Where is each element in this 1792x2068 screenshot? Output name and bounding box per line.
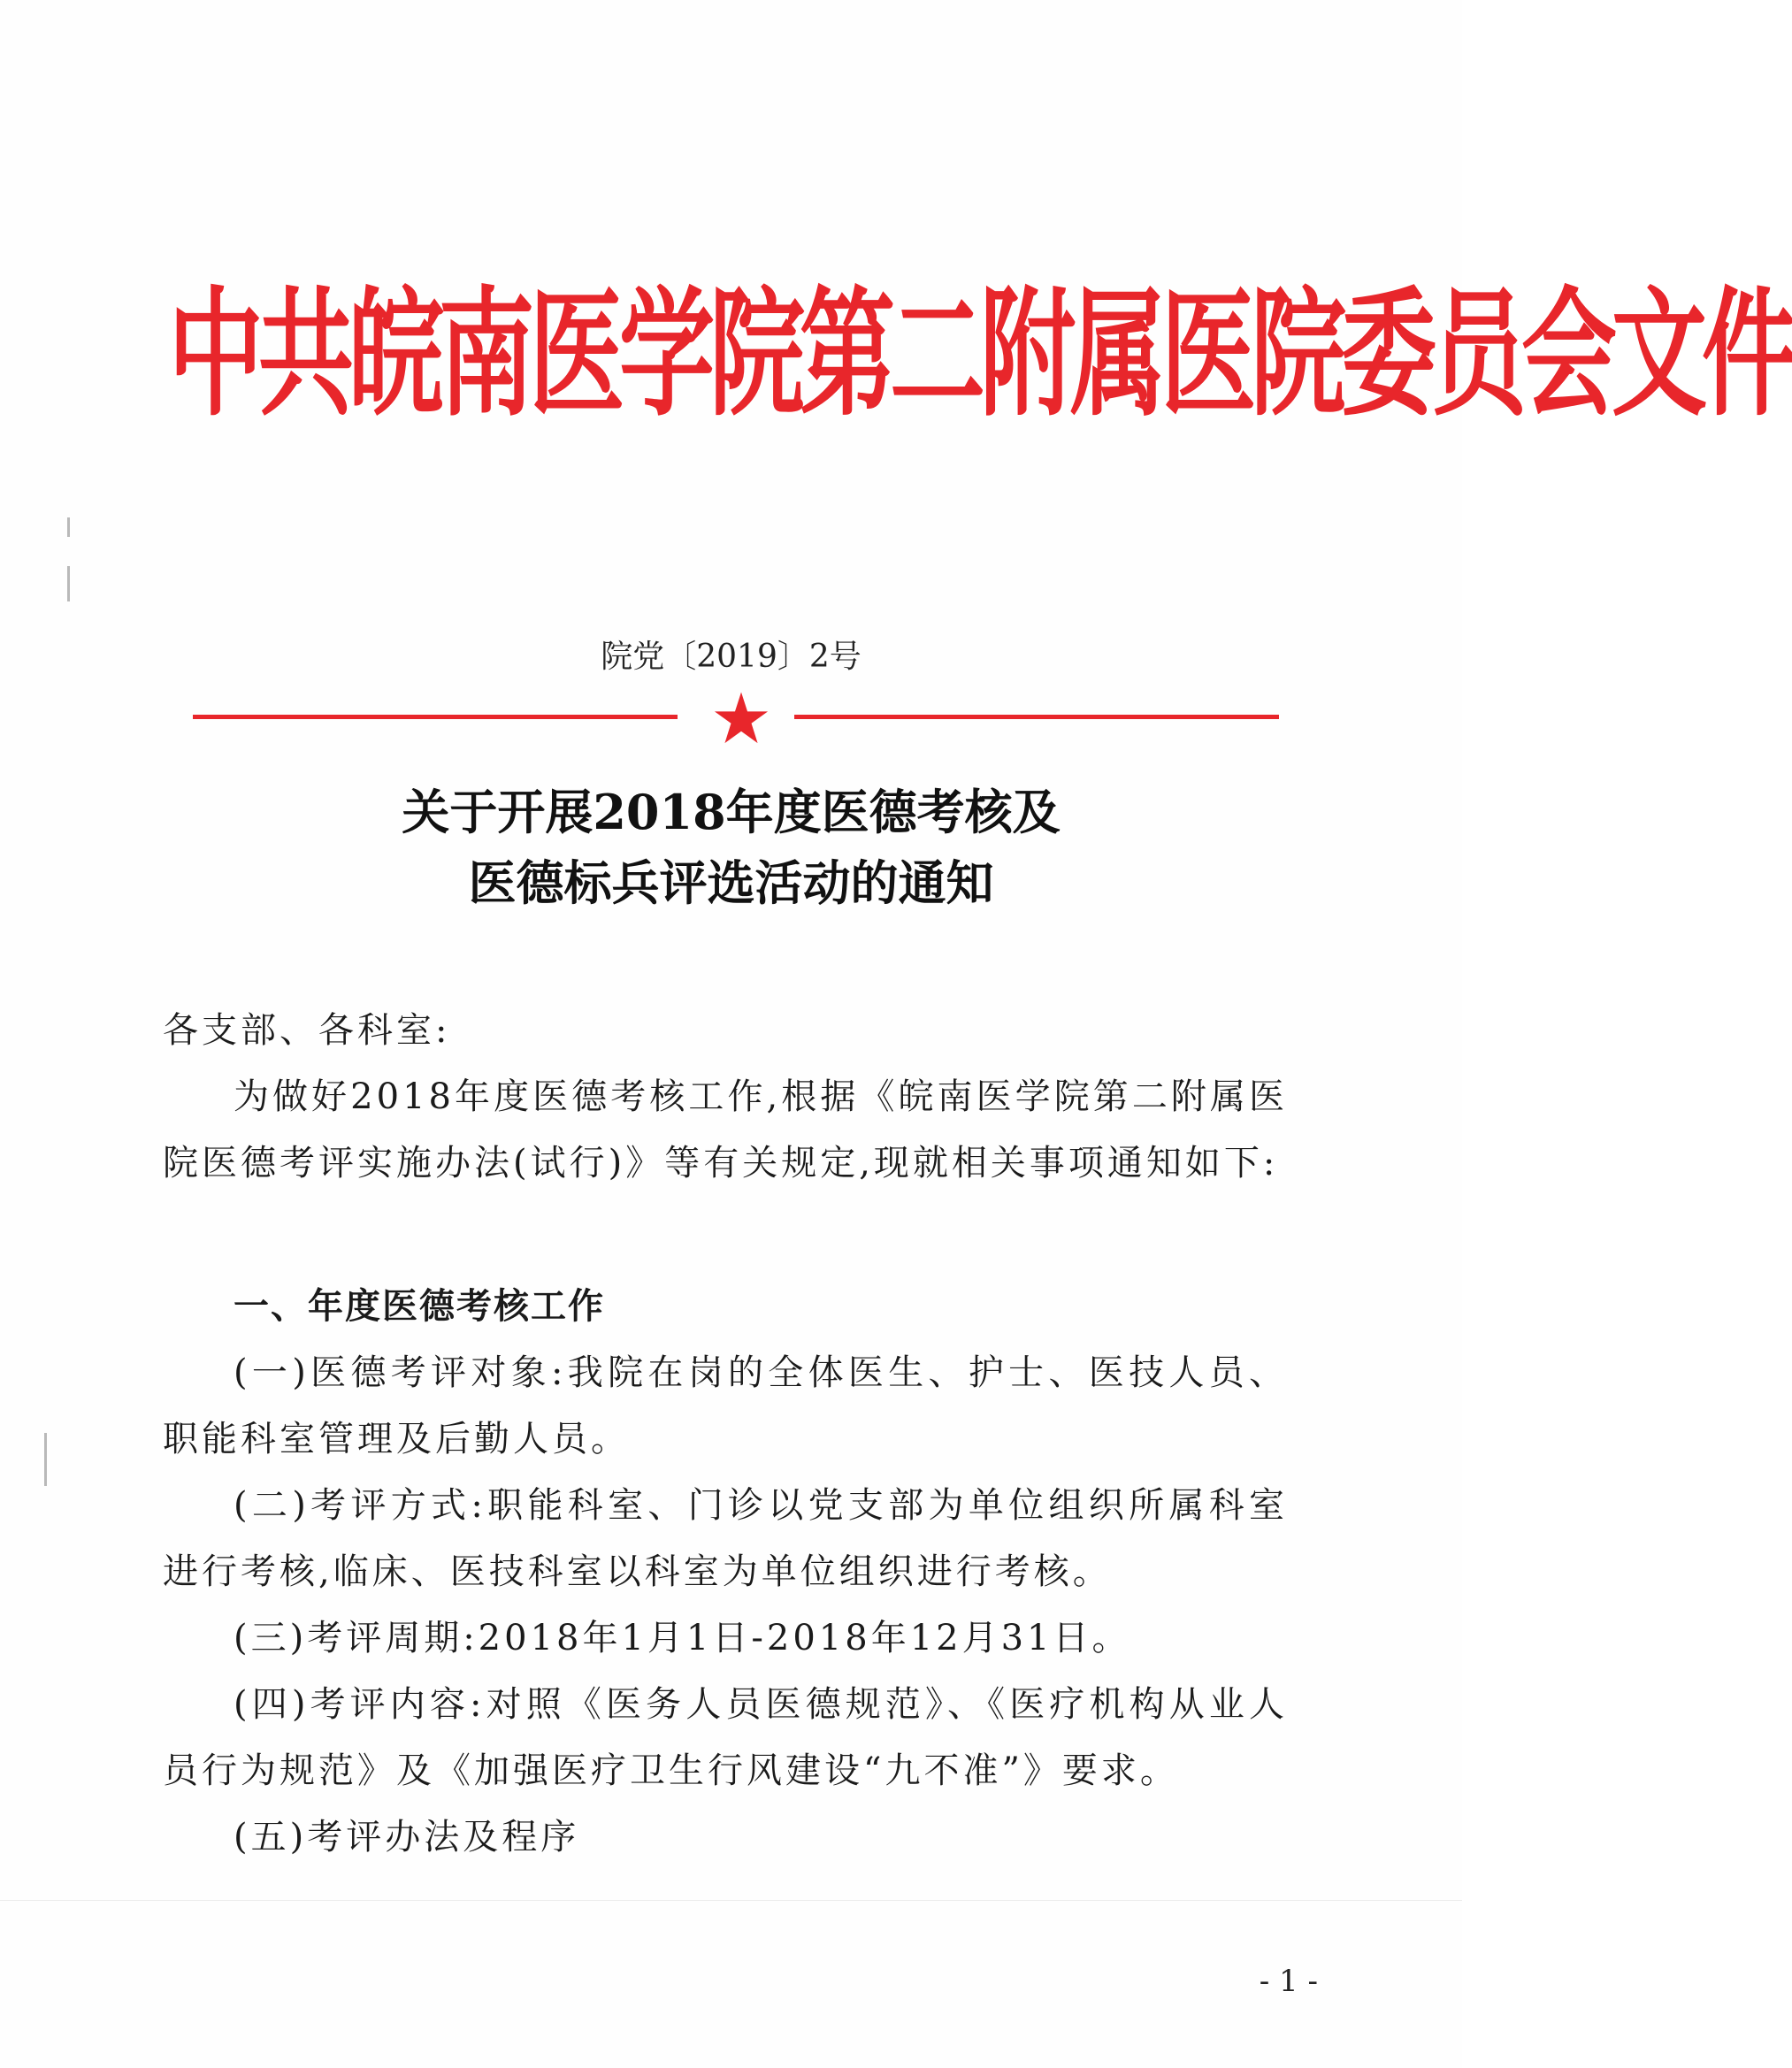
red-star-icon: [713, 690, 770, 747]
red-divider-right: [794, 715, 1279, 719]
scan-mark: [67, 566, 70, 601]
salutation: 各支部、各科室:: [163, 1010, 451, 1051]
scan-mark: [67, 517, 70, 537]
item-evaluation-target: (一)医德考评对象:我院在岗的全体医生、护士、医技人员、职能科室管理及后勤人员。: [163, 1352, 1288, 1459]
item-evaluation-method: (二)考评方式:职能科室、门诊以党支部为单位组织所属科室进行考核,临床、医技科室以科室为单位组织进行考核。: [163, 1485, 1288, 1592]
item-evaluation-procedure: (五)考评办法及程序: [234, 1817, 580, 1857]
section-heading: 一、年度医德考核工作: [234, 1286, 605, 1327]
notice-title-line2: 医德标兵评选活动的通知: [468, 854, 994, 911]
item-evaluation-content: (四)考评内容:对照《医务人员医德规范》、《医疗机构从业人员行为规范》及《加强医疗卫生行风建设“九不准”》要求。: [163, 1684, 1288, 1791]
notice-title-line1: 关于开展2018年度医德考核及: [402, 784, 1061, 840]
item-evaluation-period: (三)考评周期:2018年1月1日-2018年12月31日。: [234, 1618, 1131, 1658]
scan-mark: [44, 1433, 47, 1486]
scan-mark: [0, 1900, 1462, 1901]
intro-paragraph: 为做好2018年度医德考核工作,根据《皖南医学院第二附属医院医德考评实施办法(试行)》等有关规定,现就相关事项通知如下:: [163, 1076, 1288, 1183]
page-number: - 1 -: [1259, 1964, 1318, 1999]
document-number: 院党〔2019〕2号: [601, 639, 862, 675]
org-document-header: 中共皖南医学院第二附属医院委员会文件: [168, 273, 1792, 436]
red-divider-left: [193, 715, 678, 719]
